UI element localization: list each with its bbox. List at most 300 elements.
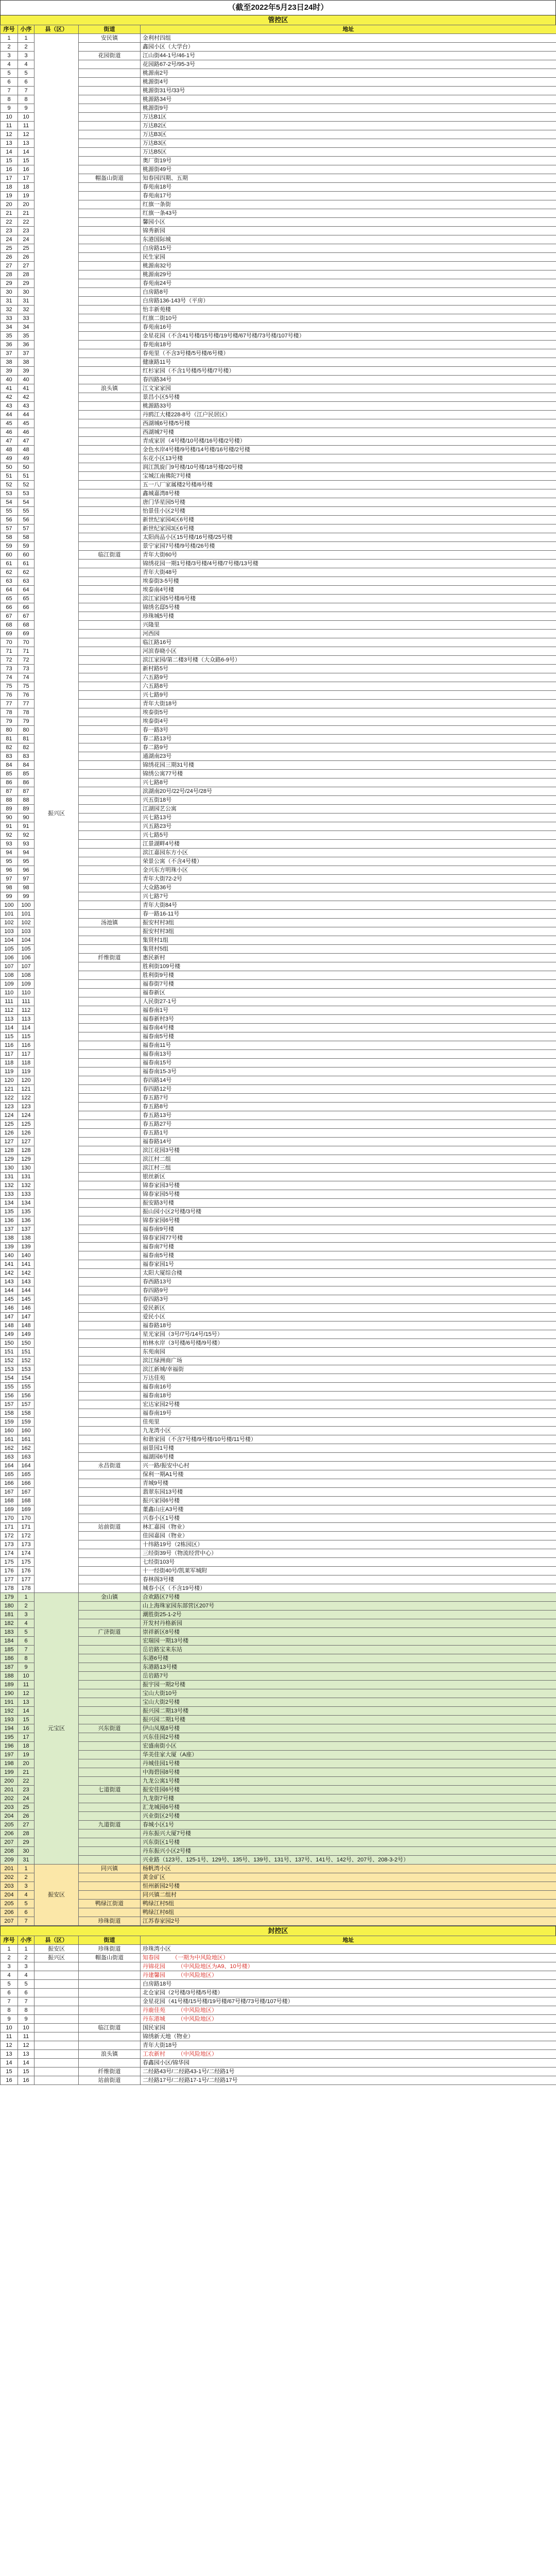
address-cell: 锦春家园77号楼 bbox=[141, 1234, 556, 1243]
row-number: 203 bbox=[1, 1803, 18, 1812]
table-row bbox=[1, 1251, 556, 1260]
street-cell bbox=[79, 1873, 141, 1882]
street-cell bbox=[79, 1348, 141, 1357]
table-row bbox=[1, 235, 556, 244]
address-cell bbox=[141, 1962, 556, 1971]
table-row bbox=[1, 1794, 556, 1803]
address-cell: 宏达家园2号楼 bbox=[141, 1400, 556, 1409]
street-cell bbox=[79, 1742, 141, 1751]
address-cell: 丹城佳园1号楼 bbox=[141, 1759, 556, 1768]
row-number: 46 bbox=[1, 428, 18, 437]
address-cell: 福湖园6号楼 bbox=[141, 1453, 556, 1462]
row-number: 66 bbox=[1, 603, 18, 612]
table-row bbox=[1, 1865, 556, 1873]
street-cell bbox=[79, 533, 141, 542]
row-number: 55 bbox=[1, 507, 18, 516]
street-cell bbox=[79, 122, 141, 130]
row-subnumber: 15 bbox=[18, 2067, 34, 2076]
table-row bbox=[1, 1444, 556, 1453]
row-number: 129 bbox=[1, 1155, 18, 1164]
table-row bbox=[1, 122, 556, 130]
row-subnumber: 24 bbox=[18, 235, 34, 244]
row-number: 159 bbox=[1, 1418, 18, 1427]
district-cell bbox=[34, 2050, 79, 2059]
address-cell: 白房路15号 bbox=[141, 244, 556, 253]
address-cell: 青城9号楼 bbox=[141, 1479, 556, 1488]
street-cell bbox=[79, 1514, 141, 1523]
address-cell: 潮胜街25-1-2号 bbox=[141, 1611, 556, 1619]
row-number: 78 bbox=[1, 708, 18, 717]
row-number: 152 bbox=[1, 1357, 18, 1365]
row-number: 82 bbox=[1, 743, 18, 752]
col-header-street: 街道 bbox=[79, 25, 141, 34]
table-row bbox=[1, 507, 556, 516]
row-subnumber: 11 bbox=[18, 122, 34, 130]
row-number: 124 bbox=[1, 1111, 18, 1120]
street-cell bbox=[79, 130, 141, 139]
street-cell bbox=[79, 1199, 141, 1208]
address-cell: 兴业路（123号、125-1号、129号、135号、139号、131号、137号、141号、142号、207号、208-3-2号） bbox=[141, 1856, 556, 1865]
row-number: 44 bbox=[1, 411, 18, 419]
table-row bbox=[1, 1575, 556, 1584]
street-cell bbox=[79, 910, 141, 919]
address-cell: 桃源南29号 bbox=[141, 270, 556, 279]
row-subnumber: 12 bbox=[18, 2041, 34, 2050]
address-cell: 丹东振兴小区2号楼 bbox=[141, 1847, 556, 1856]
row-number: 120 bbox=[1, 1076, 18, 1085]
address-cell: 林汇嘉园（物业） bbox=[141, 1523, 556, 1532]
address-cell: 太阳大厦综合楼 bbox=[141, 1269, 556, 1278]
address-cell: 新村路5号 bbox=[141, 665, 556, 673]
street-cell bbox=[79, 796, 141, 805]
street-cell: 花园街道 bbox=[79, 52, 141, 60]
address-cell: 春苑里（不含3号楼/5号楼/6号楼） bbox=[141, 349, 556, 358]
street-cell bbox=[79, 428, 141, 437]
street-cell bbox=[79, 708, 141, 717]
row-number: 80 bbox=[1, 726, 18, 735]
table-row bbox=[1, 831, 556, 840]
address-cell: 十纬路19号（2栋园区） bbox=[141, 1540, 556, 1549]
address-cell: 锦秀新园 bbox=[141, 227, 556, 235]
street-cell bbox=[79, 235, 141, 244]
row-number: 123 bbox=[1, 1103, 18, 1111]
row-subnumber: 14 bbox=[18, 148, 34, 157]
table-row bbox=[1, 1488, 556, 1497]
district-cell bbox=[34, 2067, 79, 2076]
street-cell bbox=[79, 1619, 141, 1628]
table-row bbox=[1, 2006, 556, 2015]
table-row bbox=[1, 358, 556, 367]
street-cell bbox=[79, 1672, 141, 1681]
address-cell: 宏盛南街小区 bbox=[141, 1742, 556, 1751]
table-row bbox=[1, 761, 556, 770]
table-row bbox=[1, 656, 556, 665]
row-number: 201 bbox=[1, 1865, 18, 1873]
row-number: 172 bbox=[1, 1532, 18, 1540]
address-cell: 鸭绿江村5组 bbox=[141, 1900, 556, 1908]
row-subnumber: 13 bbox=[18, 139, 34, 148]
row-number: 38 bbox=[1, 358, 18, 367]
row-subnumber: 85 bbox=[18, 770, 34, 778]
row-subnumber: 8 bbox=[18, 2006, 34, 2015]
address-cell: 春一路16-11号 bbox=[141, 910, 556, 919]
row-subnumber: 9 bbox=[18, 104, 34, 113]
address-cell: 埃泰街5号 bbox=[141, 708, 556, 717]
address-cell: 福春南5号楼 bbox=[141, 1032, 556, 1041]
address-cell: 丽景园1号楼 bbox=[141, 1444, 556, 1453]
row-subnumber: 16 bbox=[18, 1724, 34, 1733]
row-number: 83 bbox=[1, 752, 18, 761]
row-number: 19 bbox=[1, 192, 18, 200]
street-cell bbox=[79, 630, 141, 638]
row-subnumber: 23 bbox=[18, 1786, 34, 1794]
address-cell: 江湖园艺公寓 bbox=[141, 805, 556, 814]
row-subnumber: 121 bbox=[18, 1085, 34, 1094]
row-subnumber: 24 bbox=[18, 1794, 34, 1803]
table-row bbox=[1, 402, 556, 411]
address-cell: 太阳尚品小区15号楼/16号楼/25号楼 bbox=[141, 533, 556, 542]
street-cell bbox=[79, 165, 141, 174]
street-cell bbox=[79, 1243, 141, 1251]
row-number: 14 bbox=[1, 148, 18, 157]
row-number: 21 bbox=[1, 209, 18, 218]
row-subnumber: 13 bbox=[18, 2050, 34, 2059]
row-number: 128 bbox=[1, 1146, 18, 1155]
col-header-district: 县（区） bbox=[34, 1936, 79, 1945]
row-number: 81 bbox=[1, 735, 18, 743]
row-subnumber: 11 bbox=[18, 1681, 34, 1689]
row-subnumber: 5 bbox=[18, 1628, 34, 1637]
address-cell: 福春南15号 bbox=[141, 1059, 556, 1067]
street-cell bbox=[79, 1234, 141, 1243]
address-cell: 振兴园二期1号楼 bbox=[141, 1716, 556, 1724]
table-row bbox=[1, 1619, 556, 1628]
row-subnumber: 55 bbox=[18, 507, 34, 516]
table-row bbox=[1, 1243, 556, 1251]
table-row bbox=[1, 1313, 556, 1321]
row-subnumber: 49 bbox=[18, 454, 34, 463]
table-row bbox=[1, 630, 556, 638]
street-cell bbox=[79, 1138, 141, 1146]
address-cell: 黄金矿区 bbox=[141, 1873, 556, 1882]
row-subnumber: 122 bbox=[18, 1094, 34, 1103]
row-subnumber: 71 bbox=[18, 647, 34, 656]
row-subnumber: 25 bbox=[18, 244, 34, 253]
address-cell: 通湖南23号 bbox=[141, 752, 556, 761]
address-cell bbox=[141, 1980, 556, 1989]
table-header-row bbox=[1, 25, 556, 34]
row-number: 10 bbox=[1, 2024, 18, 2032]
street-cell bbox=[79, 1847, 141, 1856]
address-text: 丹东港城 bbox=[143, 2016, 165, 2022]
address-cell: 福春南13号 bbox=[141, 1050, 556, 1059]
street-cell: 珍珠街道 bbox=[79, 1945, 141, 1954]
table-row bbox=[1, 1479, 556, 1488]
row-number: 205 bbox=[1, 1900, 18, 1908]
row-subnumber: 148 bbox=[18, 1321, 34, 1330]
table-row bbox=[1, 1777, 556, 1786]
control-area-table bbox=[0, 25, 556, 1926]
row-subnumber: 168 bbox=[18, 1497, 34, 1505]
table-row bbox=[1, 1989, 556, 1997]
table-row bbox=[1, 1400, 556, 1409]
street-cell bbox=[79, 376, 141, 384]
table-row bbox=[1, 1330, 556, 1339]
table-row bbox=[1, 1724, 556, 1733]
address-cell bbox=[141, 2041, 556, 2050]
street-cell bbox=[79, 1584, 141, 1593]
row-subnumber: 123 bbox=[18, 1103, 34, 1111]
street-cell bbox=[79, 761, 141, 770]
row-subnumber: 97 bbox=[18, 875, 34, 884]
street-cell bbox=[79, 148, 141, 157]
row-subnumber: 112 bbox=[18, 1006, 34, 1015]
street-cell: 浪头镇 bbox=[79, 384, 141, 393]
row-number: 119 bbox=[1, 1067, 18, 1076]
street-cell bbox=[79, 1278, 141, 1286]
address-cell: 万达佳苑 bbox=[141, 1374, 556, 1383]
row-subnumber: 7 bbox=[18, 1917, 34, 1926]
row-subnumber: 174 bbox=[18, 1549, 34, 1558]
district-cell bbox=[34, 1989, 79, 1997]
row-number: 209 bbox=[1, 1856, 18, 1865]
table-row bbox=[1, 770, 556, 778]
row-subnumber: 6 bbox=[18, 1908, 34, 1917]
table-row bbox=[1, 752, 556, 761]
row-subnumber: 102 bbox=[18, 919, 34, 927]
table-row bbox=[1, 997, 556, 1006]
table-row bbox=[1, 1181, 556, 1190]
table-row bbox=[1, 60, 556, 69]
address-cell: 兴春小区1号楼 bbox=[141, 1514, 556, 1523]
row-number: 150 bbox=[1, 1339, 18, 1348]
table-row bbox=[1, 192, 556, 200]
street-cell bbox=[79, 1882, 141, 1891]
address-cell: 春城小区1号 bbox=[141, 1821, 556, 1829]
address-cell: 振安村村3组 bbox=[141, 919, 556, 927]
row-subnumber: 167 bbox=[18, 1488, 34, 1497]
row-number: 111 bbox=[1, 997, 18, 1006]
address-cell: 西湖城7号楼 bbox=[141, 428, 556, 437]
row-number: 204 bbox=[1, 1891, 18, 1900]
street-cell bbox=[79, 1962, 141, 1971]
row-number: 175 bbox=[1, 1558, 18, 1567]
col-header-sub: 小序 bbox=[18, 1936, 34, 1945]
row-number: 68 bbox=[1, 621, 18, 630]
row-subnumber: 2 bbox=[18, 43, 34, 52]
table-row bbox=[1, 393, 556, 402]
address-cell: 九龙公寓1号楼 bbox=[141, 1777, 556, 1786]
street-cell bbox=[79, 656, 141, 665]
row-number: 156 bbox=[1, 1392, 18, 1400]
row-subnumber: 27 bbox=[18, 1821, 34, 1829]
address-cell: 惠民新村 bbox=[141, 954, 556, 962]
row-subnumber: 59 bbox=[18, 542, 34, 551]
row-subnumber: 68 bbox=[18, 621, 34, 630]
street-cell bbox=[79, 139, 141, 148]
table-row bbox=[1, 884, 556, 892]
address-cell: 宏瑞园一期13号楼 bbox=[141, 1637, 556, 1646]
row-number: 87 bbox=[1, 787, 18, 796]
address-cell: 伊山凤凰8号楼 bbox=[141, 1724, 556, 1733]
table-row bbox=[1, 1269, 556, 1278]
row-subnumber: 61 bbox=[18, 560, 34, 568]
table-row bbox=[1, 1707, 556, 1716]
row-number: 69 bbox=[1, 630, 18, 638]
table-row bbox=[1, 1602, 556, 1611]
row-subnumber: 2 bbox=[18, 1954, 34, 1962]
address-cell: 春林阁3号楼 bbox=[141, 1575, 556, 1584]
row-subnumber: 136 bbox=[18, 1216, 34, 1225]
row-subnumber: 37 bbox=[18, 349, 34, 358]
table-row bbox=[1, 708, 556, 717]
table-row bbox=[1, 1164, 556, 1173]
street-cell bbox=[79, 1085, 141, 1094]
street-cell bbox=[79, 866, 141, 875]
street-cell bbox=[79, 1427, 141, 1435]
street-cell bbox=[79, 1707, 141, 1716]
table-row bbox=[1, 297, 556, 306]
table-row bbox=[1, 227, 556, 235]
table-row bbox=[1, 1733, 556, 1742]
address-cell: 翡翠东园13号楼 bbox=[141, 1488, 556, 1497]
table-row bbox=[1, 1225, 556, 1234]
address-cell: 桃源街4号 bbox=[141, 78, 556, 87]
table-row bbox=[1, 603, 556, 612]
row-number: 60 bbox=[1, 551, 18, 560]
table-row bbox=[1, 822, 556, 831]
table-row bbox=[1, 148, 556, 157]
row-number: 23 bbox=[1, 227, 18, 235]
street-cell bbox=[79, 1374, 141, 1383]
row-number: 135 bbox=[1, 1208, 18, 1216]
table-row bbox=[1, 875, 556, 884]
address-cell: 福春街7号楼 bbox=[141, 980, 556, 989]
row-subnumber: 73 bbox=[18, 665, 34, 673]
row-subnumber: 8 bbox=[18, 95, 34, 104]
table-row bbox=[1, 1138, 556, 1146]
street-cell bbox=[79, 1103, 141, 1111]
row-number: 56 bbox=[1, 516, 18, 524]
address-cell: 宝山大街2号楼 bbox=[141, 1698, 556, 1707]
table-row bbox=[1, 1155, 556, 1164]
table-row bbox=[1, 1908, 556, 1917]
street-cell bbox=[79, 2015, 141, 2024]
table-row bbox=[1, 1558, 556, 1567]
row-number: 43 bbox=[1, 402, 18, 411]
row-number: 169 bbox=[1, 1505, 18, 1514]
street-cell bbox=[79, 1980, 141, 1989]
address-cell: 六五路8号 bbox=[141, 682, 556, 691]
address-cell: 丹东振兴大厦7号楼 bbox=[141, 1829, 556, 1838]
street-cell bbox=[79, 113, 141, 122]
row-subnumber: 156 bbox=[18, 1392, 34, 1400]
table-row bbox=[1, 1383, 556, 1392]
table-row bbox=[1, 481, 556, 489]
col-header-no: 序号 bbox=[1, 25, 18, 34]
row-subnumber: 127 bbox=[18, 1138, 34, 1146]
row-subnumber: 98 bbox=[18, 884, 34, 892]
street-cell bbox=[79, 743, 141, 752]
row-subnumber: 4 bbox=[18, 1891, 34, 1900]
street-cell bbox=[79, 1646, 141, 1654]
address-cell: 怡丰新苑楼 bbox=[141, 306, 556, 314]
row-subnumber: 170 bbox=[18, 1514, 34, 1523]
row-subnumber: 27 bbox=[18, 262, 34, 270]
row-number: 76 bbox=[1, 691, 18, 700]
row-number: 16 bbox=[1, 2076, 18, 2085]
row-subnumber: 101 bbox=[18, 910, 34, 919]
table-row bbox=[1, 927, 556, 936]
row-subnumber: 33 bbox=[18, 314, 34, 323]
street-cell bbox=[79, 2032, 141, 2041]
section-banner-control: 管控区 bbox=[0, 15, 556, 25]
table-row bbox=[1, 34, 556, 43]
address-cell: 福春路14号 bbox=[141, 1138, 556, 1146]
address-cell: 红旗二街10号 bbox=[141, 314, 556, 323]
row-number: 22 bbox=[1, 218, 18, 227]
row-number: 54 bbox=[1, 498, 18, 507]
address-cell: 滨江绿洲商广场 bbox=[141, 1357, 556, 1365]
row-number: 79 bbox=[1, 717, 18, 726]
address-cell bbox=[141, 1989, 556, 1997]
street-cell: 纤维街道 bbox=[79, 2067, 141, 2076]
street-cell: 临江街道 bbox=[79, 2024, 141, 2032]
table-row bbox=[1, 1637, 556, 1646]
table-row bbox=[1, 2059, 556, 2067]
table-row bbox=[1, 1584, 556, 1593]
row-number: 72 bbox=[1, 656, 18, 665]
row-subnumber: 3 bbox=[18, 1611, 34, 1619]
street-cell bbox=[79, 1602, 141, 1611]
street-cell bbox=[79, 1453, 141, 1462]
col-header-sub: 小序 bbox=[18, 25, 34, 34]
row-number: 5 bbox=[1, 69, 18, 78]
row-subnumber: 35 bbox=[18, 332, 34, 341]
street-cell bbox=[79, 1971, 141, 1980]
address-cell: 白房路136-143号（平房） bbox=[141, 297, 556, 306]
row-number: 35 bbox=[1, 332, 18, 341]
row-number: 197 bbox=[1, 1751, 18, 1759]
row-subnumber: 20 bbox=[18, 200, 34, 209]
row-number: 164 bbox=[1, 1462, 18, 1470]
street-cell bbox=[79, 787, 141, 796]
street-cell bbox=[79, 560, 141, 568]
address-cell: 江山街44-1号/46-1号 bbox=[141, 52, 556, 60]
street-cell bbox=[79, 1444, 141, 1453]
row-subnumber: 152 bbox=[18, 1357, 34, 1365]
street-cell bbox=[79, 840, 141, 849]
row-number: 13 bbox=[1, 139, 18, 148]
address-cell: 福春南7号楼 bbox=[141, 1243, 556, 1251]
row-number: 98 bbox=[1, 884, 18, 892]
address-cell: 春四路14号 bbox=[141, 1076, 556, 1085]
address-cell: 锦绣花园一期1号楼/3号楼/4号楼/7号楼/13号楼 bbox=[141, 560, 556, 568]
row-number: 189 bbox=[1, 1681, 18, 1689]
street-cell bbox=[79, 1532, 141, 1540]
row-subnumber: 21 bbox=[18, 1768, 34, 1777]
row-number: 182 bbox=[1, 1619, 18, 1628]
address-cell: 春二路9号 bbox=[141, 743, 556, 752]
address-cell: 春四路34号 bbox=[141, 376, 556, 384]
address-cell: 桃源路33号 bbox=[141, 402, 556, 411]
row-number: 31 bbox=[1, 297, 18, 306]
row-subnumber: 58 bbox=[18, 533, 34, 542]
street-cell bbox=[79, 297, 141, 306]
row-number: 207 bbox=[1, 1838, 18, 1847]
street-cell bbox=[79, 691, 141, 700]
row-number: 73 bbox=[1, 665, 18, 673]
